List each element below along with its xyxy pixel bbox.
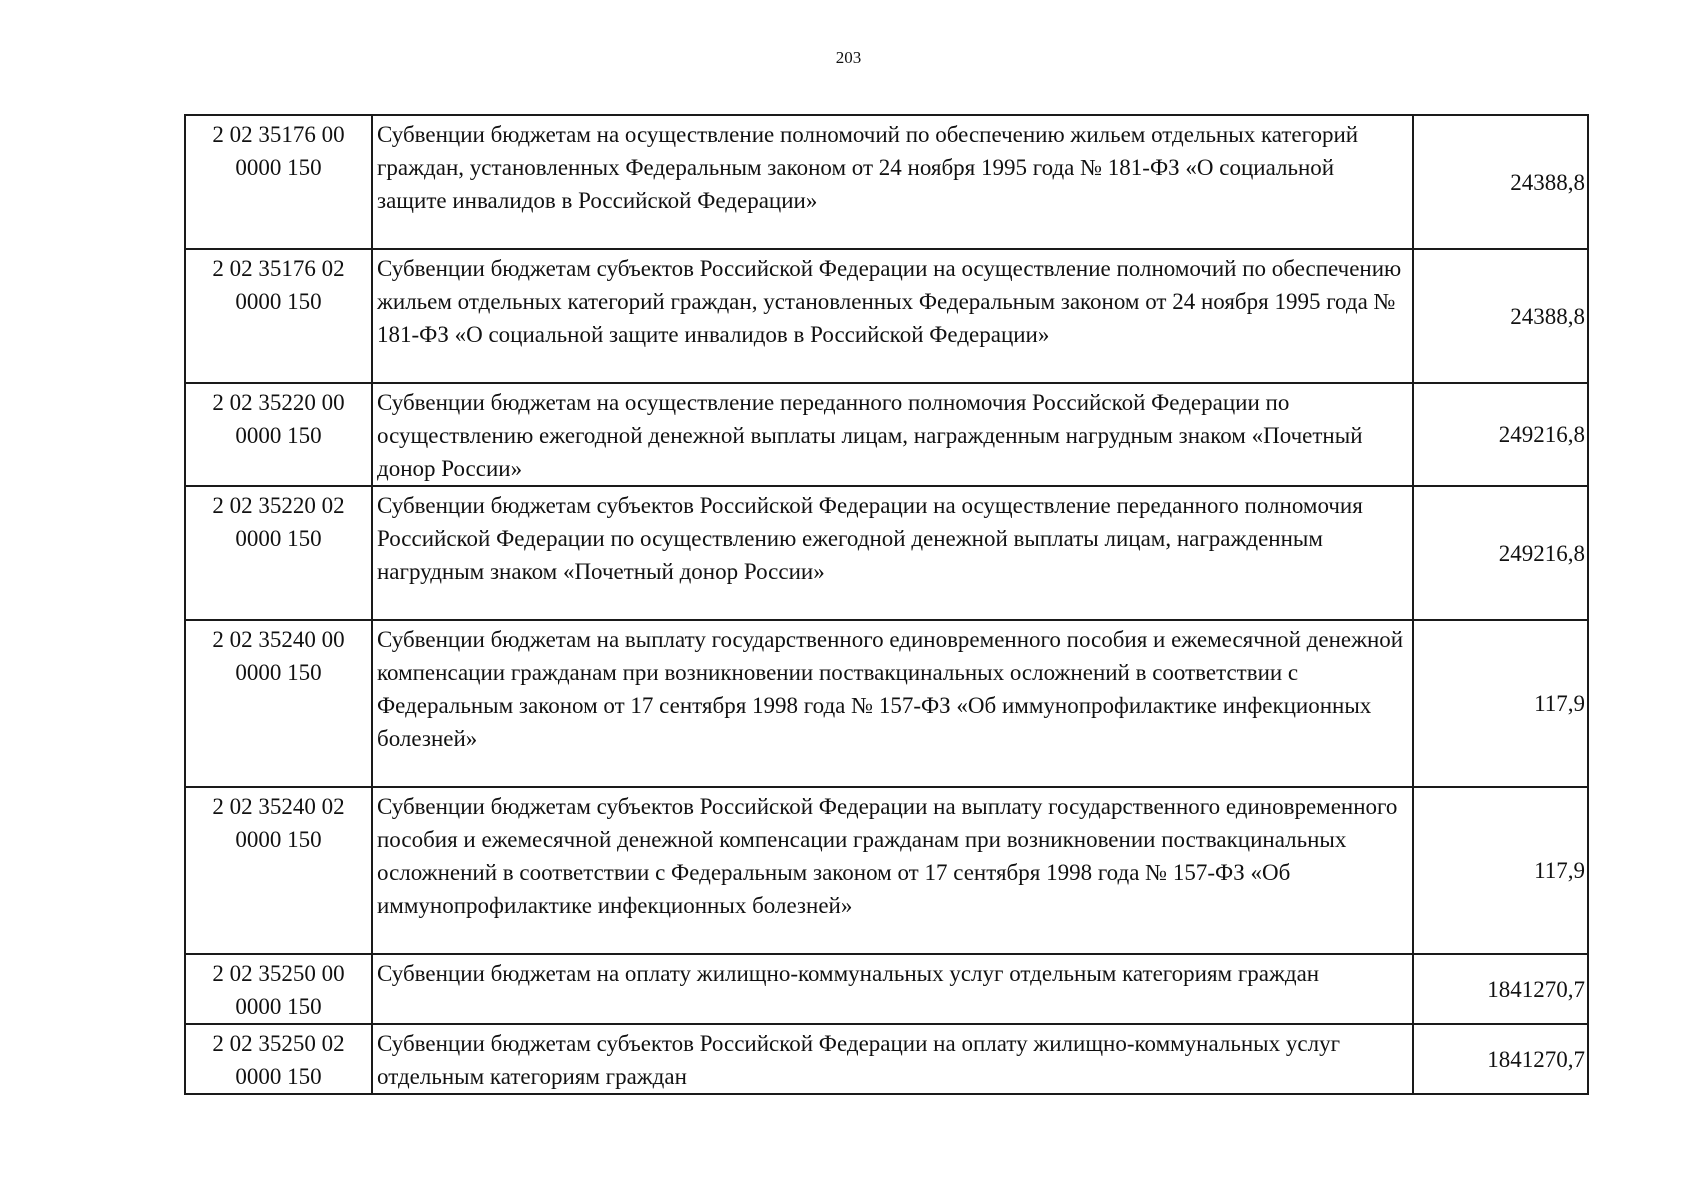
budget-code-cell <box>185 620 372 787</box>
budget-code-line: 0000 150 <box>235 827 322 852</box>
budget-code-cell <box>185 115 372 249</box>
amount-cell: 249216,8 <box>1413 383 1588 486</box>
budget-code-cell <box>185 787 372 954</box>
budget-code-line: 0000 150 <box>235 1064 322 1089</box>
table-row <box>185 115 1588 249</box>
amount-cell: 24388,8 <box>1413 249 1588 383</box>
description-cell: Субвенции бюджетам субъектов Российской Федерации на выплату государственного единовременного пособия и ежемесячной денежной компенсации гражданам при возникновении поствакцинальных осложнений в соответствии с Федеральным законом от 17 сентября 1998 года № 157-ФЗ «Об иммунопрофилактике инфекционных болезней» <box>372 787 1413 954</box>
budget-code-line: 2 02 35250 00 <box>212 961 345 986</box>
budget-code-cell <box>185 1024 372 1094</box>
description-cell: Субвенции бюджетам на выплату государственного единовременного пособия и ежемесячной денежной компенсации гражданам при возникновении поствакцинальных осложнений в соответствии с Федеральным законом от 17 сентября 1998 года № 157-ФЗ «Об иммунопрофилактике инфекционных болезней» <box>372 620 1413 787</box>
table-row <box>185 383 1588 486</box>
budget-code-line: 0000 150 <box>235 423 322 448</box>
description-cell: Субвенции бюджетам субъектов Российской Федерации на осуществление полномочий по обеспечению жильем отдельных категорий граждан, установленных Федеральным законом от 24 ноября 1995 года № 181-ФЗ «О социальной защите инвалидов в Российской Федерации» <box>372 249 1413 383</box>
description-cell: Субвенции бюджетам на оплату жилищно-коммунальных услуг отдельным категориям граждан <box>372 954 1413 1024</box>
amount-cell: 117,9 <box>1413 787 1588 954</box>
budget-code-line: 2 02 35240 02 <box>212 794 345 819</box>
description-cell: Субвенции бюджетам субъектов Российской Федерации на оплату жилищно-коммунальных услуг отдельным категориям граждан <box>372 1024 1413 1094</box>
amount-cell: 24388,8 <box>1413 115 1588 249</box>
table-row <box>185 787 1588 954</box>
budget-code-line: 2 02 35176 02 <box>212 256 345 281</box>
budget-code-cell <box>185 249 372 383</box>
budget-code-line: 0000 150 <box>235 660 322 685</box>
table-row <box>185 486 1588 620</box>
amount-cell: 117,9 <box>1413 620 1588 787</box>
description-cell: Субвенции бюджетам на осуществление полномочий по обеспечению жильем отдельных категорий граждан, установленных Федеральным законом от 24 ноября 1995 года № 181-ФЗ «О социальной защите инвалидов в Российской Федерации» <box>372 115 1413 249</box>
budget-code-line: 2 02 35220 00 <box>212 390 345 415</box>
amount-cell: 249216,8 <box>1413 486 1588 620</box>
budget-code-line: 0000 150 <box>235 994 322 1019</box>
budget-code-line: 0000 150 <box>235 155 322 180</box>
table-row <box>185 620 1588 787</box>
table-row <box>185 249 1588 383</box>
amount-cell: 1841270,7 <box>1413 954 1588 1024</box>
budget-code-line: 0000 150 <box>235 526 322 551</box>
amount-cell: 1841270,7 <box>1413 1024 1588 1094</box>
budget-code-line: 2 02 35176 00 <box>212 122 345 147</box>
table-row <box>185 954 1588 1024</box>
budget-code-line: 2 02 35240 00 <box>212 627 345 652</box>
budget-code-line: 2 02 35250 02 <box>212 1031 345 1056</box>
page-number: 203 <box>835 48 862 67</box>
budget-table <box>184 114 1589 1095</box>
description-cell: Субвенции бюджетам на осуществление переданного полномочия Российской Федерации по осуществлению ежегодной денежной выплаты лицам, награжденным нагрудным знаком «Почетный донор России» <box>372 383 1413 486</box>
budget-code-cell <box>185 383 372 486</box>
budget-code-cell <box>185 486 372 620</box>
budget-code-line: 2 02 35220 02 <box>212 493 345 518</box>
description-cell: Субвенции бюджетам субъектов Российской Федерации на осуществление переданного полномочия Российской Федерации по осуществлению ежегодной денежной выплаты лицам, награжденным нагрудным знаком «Почетный донор России» <box>372 486 1413 620</box>
budget-code-cell <box>185 954 372 1024</box>
table-row <box>185 1024 1588 1094</box>
budget-code-line: 0000 150 <box>235 289 322 314</box>
